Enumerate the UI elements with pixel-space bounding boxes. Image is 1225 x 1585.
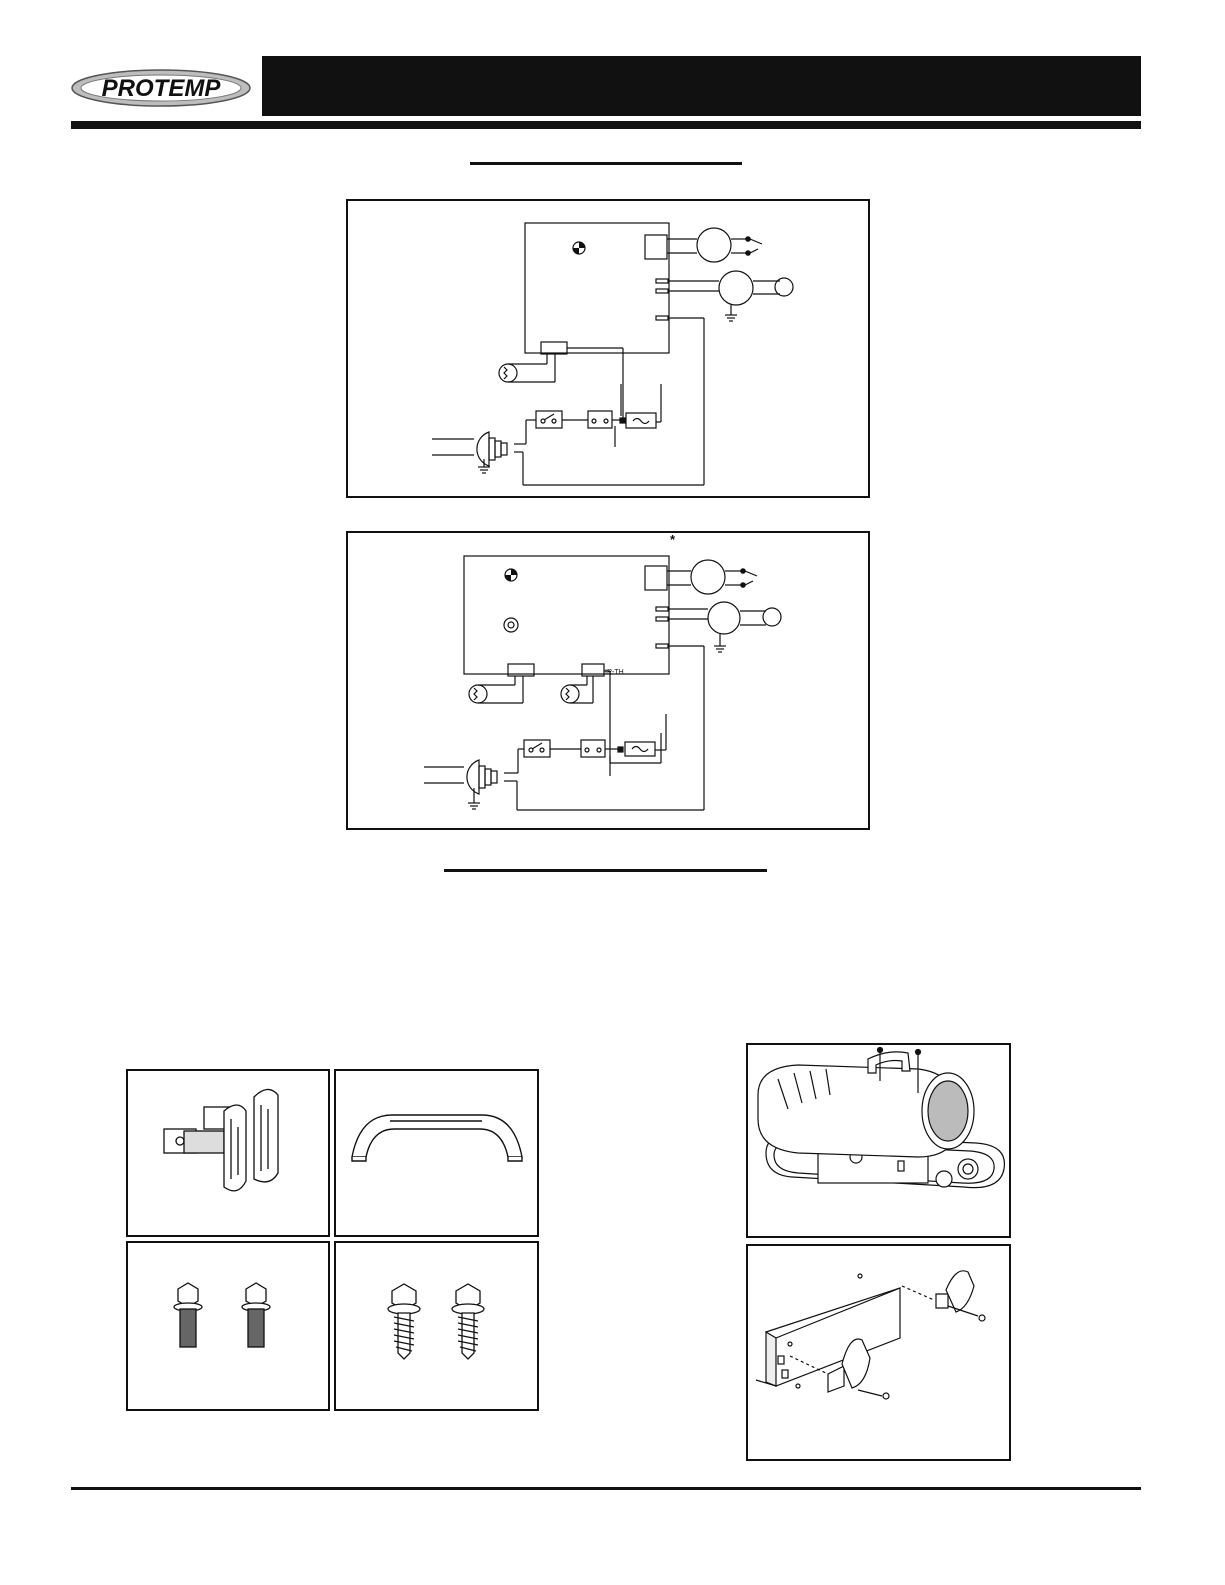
footer-rule (71, 1487, 1141, 1490)
part-bracket-feet (126, 1069, 330, 1237)
logo (70, 66, 252, 110)
section-underline-wiring (470, 162, 742, 165)
heater-icon (748, 1045, 1009, 1236)
header-rule (71, 121, 1141, 129)
section-underline-assembly (444, 869, 767, 872)
base-assembly-illustration (746, 1244, 1011, 1461)
wiring-diagram-2-graphic (348, 533, 868, 828)
wiring-diagram-1 (346, 199, 870, 498)
logo-graphic (70, 66, 252, 110)
wiring-diagram-2 (346, 531, 870, 830)
part-bolts (126, 1241, 330, 1411)
bracket-feet-icon (128, 1071, 328, 1235)
handle-icon (336, 1071, 537, 1235)
base-assembly-icon (748, 1246, 1009, 1459)
diagram-2-asterisk: * (670, 532, 676, 547)
heater-illustration (746, 1043, 1011, 1238)
diagram-2-sensor-tag: IR-TH (605, 669, 624, 676)
logo-text: PROTEMP (101, 75, 221, 102)
header-bar (262, 56, 1141, 116)
part-screws (334, 1241, 539, 1411)
part-handle (334, 1069, 539, 1237)
screws-icon (336, 1243, 537, 1409)
wiring-diagram-1-graphic (348, 201, 868, 496)
bolts-icon (128, 1243, 328, 1409)
